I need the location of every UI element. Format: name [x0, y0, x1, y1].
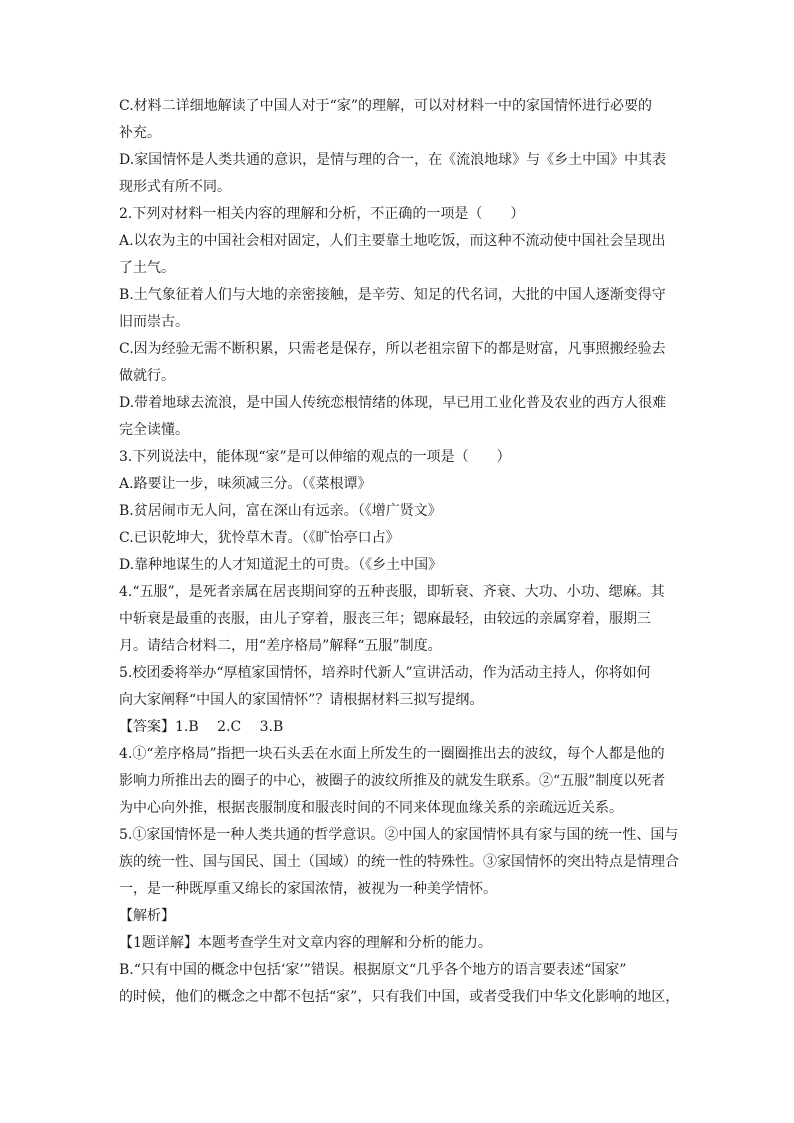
- text-line: 完全读懂。: [119, 422, 189, 438]
- text-line: A.路要让一步，味须减三分。（《菜根谭》: [119, 476, 372, 492]
- q3-option-a: [119, 471, 679, 498]
- text-line: 补充。: [119, 125, 161, 141]
- text-line: 5.校团委将举办“厚植家国情怀，培养时代新人”宣讲活动，作为活动主持人，你将如何: [119, 665, 651, 681]
- analysis-1-heading: [119, 930, 679, 957]
- q2-option-b: [119, 282, 679, 336]
- text-line: 4.“五服”，是死者亲属在居丧期间穿的五种丧服，即斩衰、齐衰、大功、小功、缌麻。其: [119, 584, 665, 600]
- text-line: 【1题详解】本题考查学生对文章内容的理解和分析的能力。: [119, 935, 492, 951]
- analysis-1-body: [119, 957, 679, 1011]
- question-2: [119, 201, 679, 228]
- text-line: C.材料二详细地解读了中国人对于“家”的理解，可以对材料一中的家国情怀进行必要的: [119, 98, 652, 114]
- answer-heading: [119, 714, 679, 741]
- q3-option-c: [119, 525, 679, 552]
- text-line: 3.下列说法中，能体现“家”是可以伸缩的观点的一项是（ ）: [119, 449, 511, 465]
- text-line: D.带着地球去流浪，是中国人传统恋根情绪的体现，早已用工业化普及农业的西方人很难: [119, 395, 667, 411]
- q2-option-d: [119, 390, 679, 444]
- text-line: D.家国情怀是人类共通的意识，是情与理的合一，在《流浪地球》与《乡土中国》中其表: [119, 152, 667, 168]
- q3-option-d: [119, 552, 679, 579]
- text-line: 族的统一性、国与国民、国土（国域）的统一性的特殊性。③家国情怀的突出特点是情理合: [119, 854, 679, 870]
- text-line: 【答案】1.B 2.C 3.B: [119, 719, 284, 735]
- text-line: 5.①家国情怀是一种人类共通的哲学意识。②中国人的家国情怀具有家与国的统一性、国与: [119, 827, 679, 843]
- text-line: B.“只有中国的概念中包括‘家’”错误。根据原文“几乎各个地方的语言要表述“国家”: [119, 962, 627, 978]
- q2-option-c: [119, 336, 679, 390]
- text-line: 做就行。: [119, 368, 175, 384]
- text-line: 一，是一种既厚重又绵长的家国浓情，被视为一种美学情怀。: [119, 881, 497, 897]
- text-line: C.因为经验无需不断积累，只需老是保存，所以老祖宗留下的都是财富，凡事照搬经验去: [119, 341, 666, 357]
- text-line: 的时候，他们的概念之中都不包括“家”，只有我们中国，或者受我们中华文化影响的地区，: [119, 989, 679, 1005]
- analysis-heading: [119, 903, 679, 930]
- question-5: [119, 660, 679, 714]
- q3-option-b: [119, 498, 679, 525]
- answer-5: [119, 822, 679, 903]
- text-line: B.贫居闹市无人问，富在深山有远亲。（《增广贤文》: [119, 503, 442, 519]
- q1-option-d: [119, 147, 679, 201]
- question-4: [119, 579, 679, 660]
- q1-option-c: [119, 93, 679, 147]
- text-line: 【解析】: [119, 908, 175, 924]
- text-line: C.已识乾坤大，犹怜草木青。（《旷怡亭口占》: [119, 530, 400, 546]
- answer-4: [119, 741, 679, 822]
- text-line: 中斩衰是最重的丧服，由儿子穿着，服丧三年；锶麻最轻，由较远的亲属穿着，服期三: [119, 611, 651, 627]
- q2-option-a: [119, 228, 679, 282]
- text-line: A.以农为主的中国社会相对固定，人们主要靠土地吃饭，而这种不流动使中国社会呈现出: [119, 233, 666, 249]
- question-3: [119, 444, 679, 471]
- text-line: 向大家阐释“中国人的家国情怀”？请根据材料三拟写提纲。: [119, 692, 484, 708]
- text-line: D.靠种地谋生的人才知道泥土的可贵。（《乡土中国》: [119, 557, 443, 573]
- text-line: 现形式有所不同。: [119, 179, 231, 195]
- text-line: 2.下列对材料一相关内容的理解和分析，不正确的一项是（ ）: [119, 206, 525, 222]
- text-line: 4.①“差序格局”指把一块石头丢在水面上所发生的一圈圈推出去的波纹，每个人都是他的: [119, 746, 665, 762]
- text-line: 月。请结合材料二，用“差序格局”解释“五服”制度。: [119, 638, 442, 654]
- text-line: 了土气。: [119, 260, 175, 276]
- text-line: 影响力所推出去的圈子的中心，被圈子的波纹所推及的就发生联系。②“五服”制度以死者: [119, 773, 666, 789]
- document-page: [119, 93, 679, 1011]
- text-line: B.土气象征着人们与大地的亲密接触，是辛劳、知足的代名词，大批的中国人逐渐变得守: [119, 287, 666, 303]
- text-line: 为中心向外推，根据丧服制度和服丧时间的不同来体现血缘关系的亲疏远近关系。: [119, 800, 623, 816]
- text-line: 旧而崇古。: [119, 314, 189, 330]
